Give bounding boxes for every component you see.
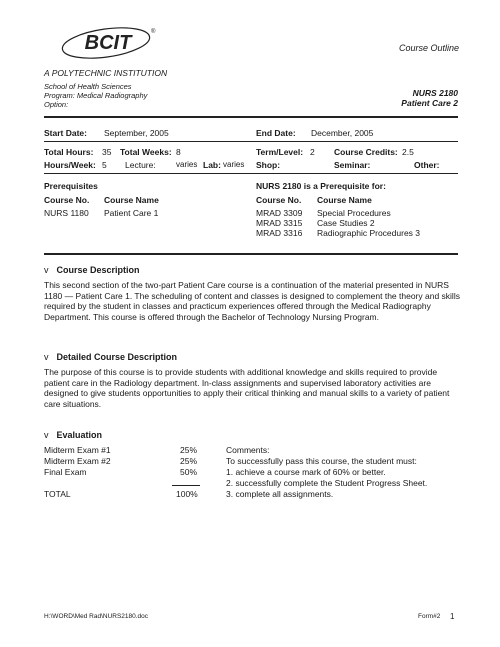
logo-text: BCIT [84, 32, 132, 54]
course-name: Patient Care 2 [401, 98, 458, 108]
other-label: Other: [414, 160, 440, 170]
info-rule [44, 141, 458, 142]
eval-item-pct: 50% [180, 467, 198, 477]
course-description-heading [44, 265, 140, 275]
section-title: Course Description [56, 265, 140, 275]
prereq-for-col-no: Course No. [256, 195, 302, 205]
svg-text:®: ® [151, 29, 156, 35]
section-title: Detailed Course Description [56, 352, 178, 362]
option-label: Option: [44, 100, 69, 109]
course-code: NURS 2180 [412, 88, 458, 98]
prereq-for-title: NURS 2180 is a Prerequisite for: [256, 181, 386, 191]
comments-label: Comments: [226, 445, 270, 455]
start-date-value: September, 2005 [104, 128, 169, 138]
prereq-for-col-name: Course Name [317, 195, 372, 205]
prereq-col-name: Course Name [104, 195, 159, 205]
prereq-rule [44, 253, 458, 255]
hours-week-value: 5 [102, 160, 107, 170]
start-date-label: Start Date: [44, 128, 87, 138]
total-rule [172, 485, 200, 486]
prereq-col-no: Course No. [44, 195, 90, 205]
evaluation-heading [44, 430, 102, 440]
end-date-value: December, 2005 [311, 128, 374, 138]
eval-item-name: Midterm Exam #2 [44, 456, 111, 466]
bullet-mark: v [44, 352, 49, 362]
footer-path: H:\WORD\Med Rad\NURS2180.doc [44, 613, 149, 620]
eval-item-pct: 25% [180, 456, 198, 466]
lecture-label: Lecture: [125, 160, 156, 170]
header-rule [44, 116, 458, 118]
eval-item-pct: 25% [180, 445, 198, 455]
info-rule-2 [44, 173, 458, 174]
comment-item: 2. successfully complete the Student Progress Sheet. [226, 478, 428, 488]
prereq-for-row-no: MRAD 3316 [256, 228, 303, 238]
prereq-row-no: NURS 1180 [44, 208, 89, 218]
footer-form: Form#2 [418, 613, 441, 620]
total-weeks-label: Total Weeks: [120, 147, 172, 157]
prereq-for-row-no: MRAD 3315 [256, 218, 303, 228]
bullet-mark: v [44, 265, 49, 275]
credits-label: Course Credits: [334, 147, 398, 157]
term-label: Term/Level: [256, 147, 304, 157]
term-value: 2 [310, 147, 315, 157]
prereq-for-row-no: MRAD 3309 [256, 208, 303, 218]
prereq-row-name: Patient Care 1 [104, 208, 159, 218]
lab-value: varies [223, 160, 245, 169]
lab-label: Lab: [203, 160, 221, 170]
school-name: School of Health Sciences [44, 82, 132, 91]
prereq-for-row-name: Radiographic Procedures 3 [317, 228, 421, 238]
detailed-description-heading [44, 352, 177, 362]
section-title: Evaluation [56, 430, 103, 440]
prereq-for-row-name: Case Studies 2 [317, 218, 375, 228]
shop-label: Shop: [256, 160, 281, 170]
comment-item: 1. achieve a course mark of 60% or better. [226, 467, 386, 477]
prereq-for-row-name: Special Procedures [317, 208, 391, 218]
page-number: 1 [450, 612, 455, 621]
comments-intro: To successfully pass this course, the student must: [226, 456, 417, 466]
prereq-title: Prerequisites [44, 181, 98, 191]
credits-value: 2.5 [402, 147, 414, 157]
doc-type: Course Outline [399, 43, 460, 53]
program-name: Program: Medical Radiography [44, 91, 148, 100]
eval-total-label: TOTAL [44, 489, 71, 499]
bcit-logo [56, 24, 156, 66]
total-weeks-value: 8 [176, 147, 181, 157]
eval-total-pct: 100% [176, 489, 198, 499]
end-date-label: End Date: [256, 128, 296, 138]
hours-week-label: Hours/Week: [44, 160, 96, 170]
course-description-text: This second section of the two-part Patient Care course is a continuation of the material presented in NURS 1180 — Patient Care 1. The scheduling of content and classes is designed to complement the theory and skills required by the student in classes and practicum experiences offered through the Medical Radiography Department. This course is offered through the Bachelor of Technology Nursing Program. [44, 280, 460, 322]
eval-item-name: Final Exam [44, 467, 87, 477]
seminar-label: Seminar: [334, 160, 371, 170]
total-hours-label: Total Hours: [44, 147, 94, 157]
eval-item-name: Midterm Exam #1 [44, 445, 111, 455]
total-hours-value: 35 [102, 147, 112, 157]
lecture-value: varies [176, 160, 198, 169]
bullet-mark: v [44, 430, 49, 440]
detailed-description-text: The purpose of this course is to provide students with additional knowledge and skills required to provide patient care in the Radiology department. In-class assignments and supervised laboratory activities are designed to give students opportunities to apply their critical thinking and manual skills to a variety of patient care situations. [44, 367, 450, 409]
comment-item: 3. complete all assignments. [226, 489, 334, 499]
tagline: A POLYTECHNIC INSTITUTION [44, 68, 168, 78]
